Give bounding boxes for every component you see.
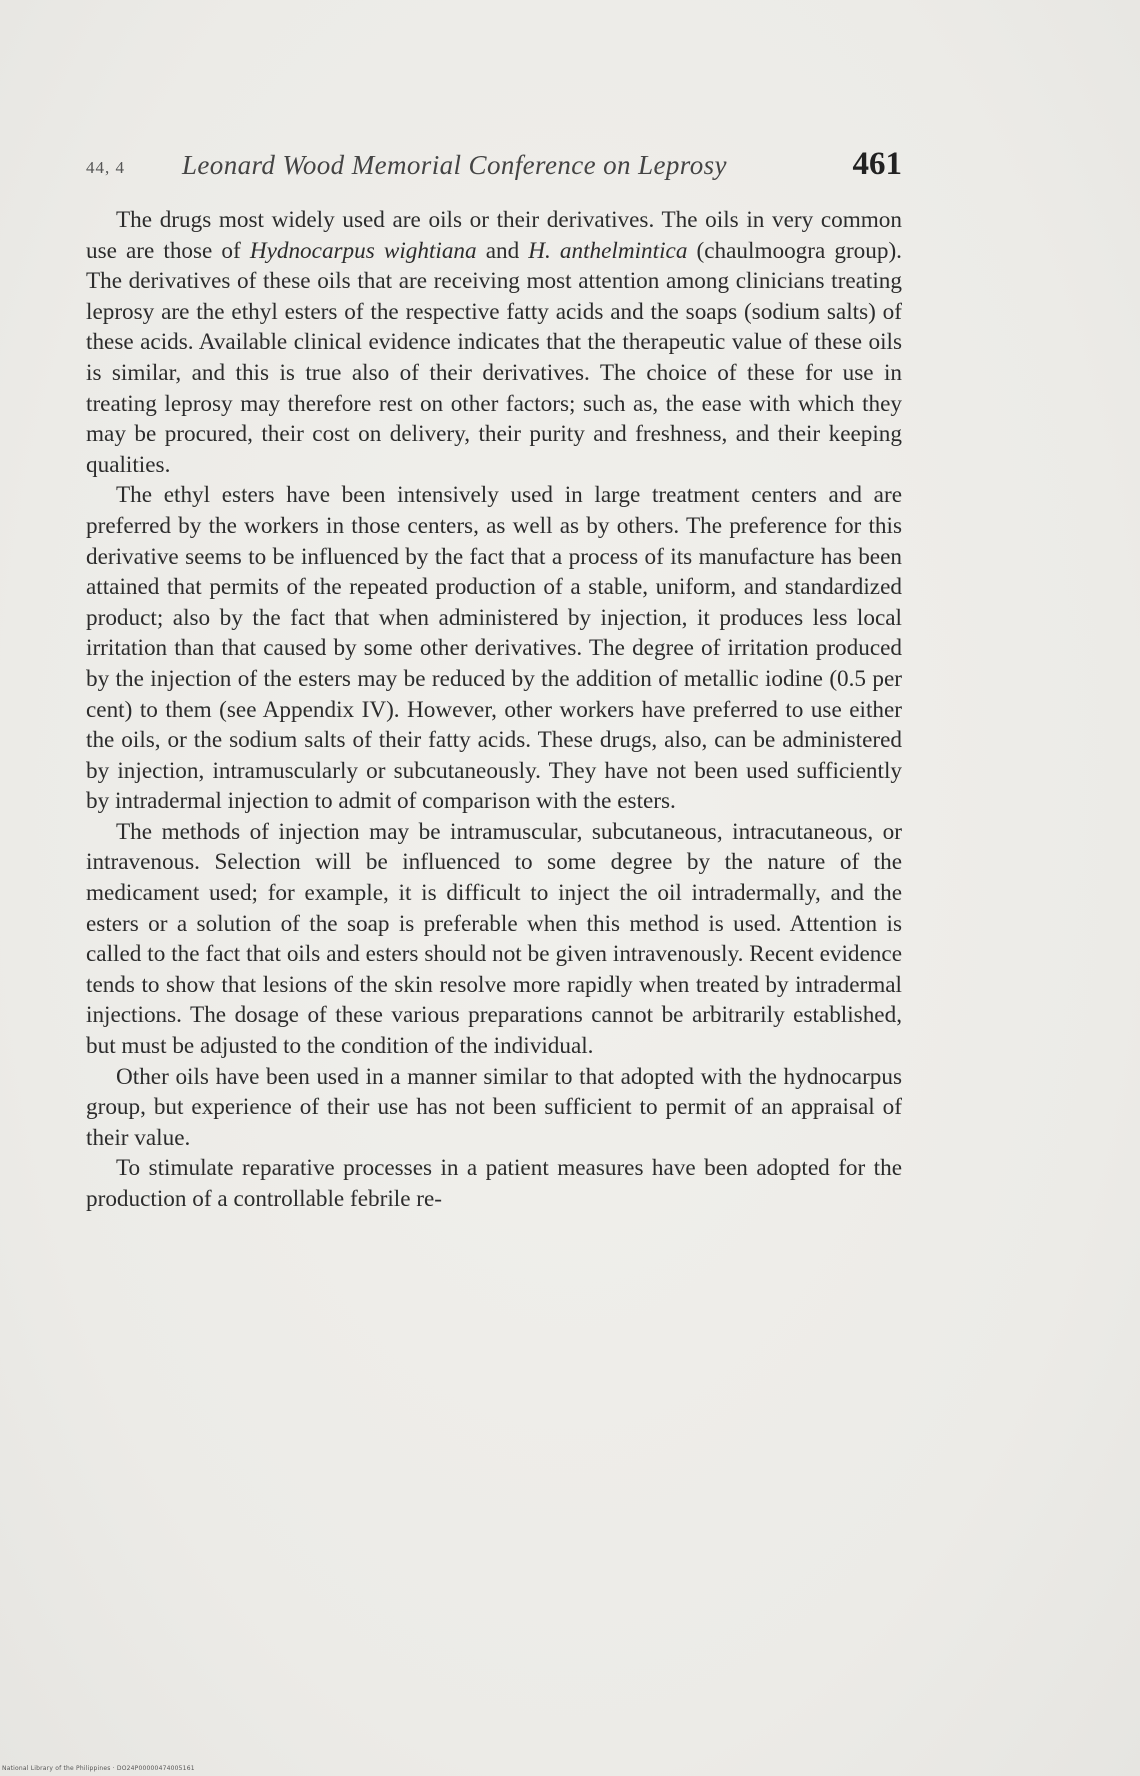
paragraph-3 <box>86 817 902 1062</box>
volume-mark: 44, 4 <box>86 158 125 177</box>
text-run: Other oils have been used in a manner similar to that adopted with the hydnocarpus group, but experience of their use has not been sufficient to permit of an appraisal of their value. <box>86 1063 902 1151</box>
paragraph-5 <box>86 1153 902 1214</box>
running-title: Leonard Wood Memorial Conference on Leprosy <box>182 150 727 180</box>
running-header <box>86 146 902 194</box>
library-footer: National Library of the Philippines · DO24P00000474005161 <box>2 1765 195 1772</box>
paragraph-1 <box>86 205 902 480</box>
text-run: To stimulate reparative processes in a patient measures have been adopted for the production of a controllable febrile re- <box>86 1155 902 1212</box>
paragraph-4 <box>86 1062 902 1154</box>
text-run: and <box>476 237 529 264</box>
body-text <box>86 205 902 1215</box>
italic-term: Hydnocarpus wightiana <box>249 237 477 264</box>
paragraph-2 <box>86 480 902 817</box>
text-run: (chaulmoogra group). The derivatives of these oils that are receiving most attention among clinicians treating leprosy are the ethyl esters of the respective fatty acids and the soaps (sodium salts) of these acids. Available clinical evidence indicates that the therapeutic value of these oils is similar, and this is true also of their derivatives. The choice of these for use in treating leprosy may therefore rest on other factors; such as, the ease with which they may be procured, their cost on delivery, their purity and freshness, and their keeping qualities. <box>86 237 902 478</box>
text-run: The methods of injection may be intramuscular, subcutaneous, intracutaneous, or intravenous. Selection will be influenced to some degree by the nature of the medicament used; for example, it is difficult to inject the oil intradermally, and the esters or a solution of the soap is preferable when this method is used. Attention is called to the fact that oils and esters should not be given intravenously. Recent evidence tends to show that lesions of the skin resolve more rapidly when treated by intradermal injections. The dosage of these various preparations cannot be arbitrarily established, but must be adjusted to the condition of the individual. <box>86 818 902 1060</box>
text-run: The drugs most widely used are oils or their derivatives. The oils in very common use are those of <box>86 207 902 264</box>
page-number: 461 <box>852 146 902 182</box>
text-run: The ethyl esters have been intensively used in large treatment centers and are preferred by the workers in those centers, as well as by others. The preference for this derivative seems to be influenced by the fact that a process of its manufacture has been attained that permits of the repeated production of a stable, uniform, and standardized product; also by the fact that when administered by injection, it produces less local irritation than that caused by some other derivatives. The degree of irritation produced by the injection of the esters may be reduced by the addition of metallic iodine (0.5 per cent) to them (see Appendix IV). However, other workers have preferred to use either the oils, or the sodium salts of their fatty acids. These drugs, also, can be administered by injection, intramuscularly or subcutaneously. They have not been used sufficiently by intradermal injection to admit of comparison with the esters. <box>86 482 902 815</box>
italic-term: H. anthelmintica <box>528 237 688 264</box>
